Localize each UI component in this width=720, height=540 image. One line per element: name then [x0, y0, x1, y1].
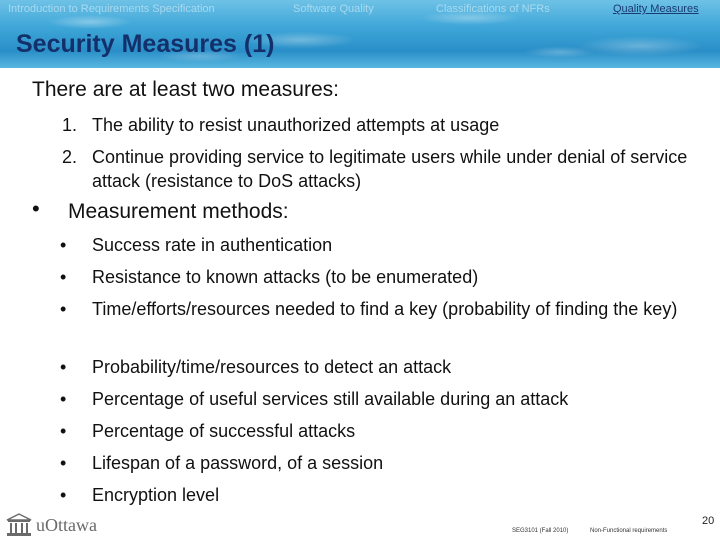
list-item-text: Encryption level: [92, 485, 220, 505]
bullet-icon: •: [60, 485, 67, 505]
nav-item-quality-measures[interactable]: Quality Measures: [613, 3, 699, 15]
list-item-text: Percentage of useful services still available during an attack: [92, 389, 569, 409]
topic-label: Non-Functional requirements: [590, 528, 668, 534]
bullet-icon: •: [60, 357, 67, 377]
methods-heading: Measurement methods:: [68, 200, 289, 223]
list-item-text: Probability/time/resources to detect an attack: [92, 357, 452, 377]
bullet-icon: •: [60, 421, 67, 441]
intro-text: There are at least two measures:: [32, 78, 339, 101]
numbered-item-text: Continue providing service to legitimate users while under denial of service attack (resistance to DoS attacks): [92, 147, 688, 191]
list-item-text: Resistance to known attacks (to be enumerated): [92, 267, 479, 287]
course-label: SEG3101 (Fall 2010): [512, 528, 569, 534]
nav-item-classifications-nfrs[interactable]: Classifications of NFRs: [436, 3, 550, 15]
numbered-item-text: The ability to resist unauthorized attempts at usage: [92, 115, 500, 135]
list-item-text: Time/efforts/resources needed to find a key (probability of finding the key): [92, 299, 678, 319]
nav-item-software-quality[interactable]: Software Quality: [293, 3, 374, 15]
bullet-icon: •: [32, 196, 40, 221]
list-item-text: Lifespan of a password, of a session: [92, 453, 384, 473]
bullet-icon: •: [60, 299, 67, 319]
list-item-text: Success rate in authentication: [92, 235, 333, 255]
university-logo: [6, 512, 97, 538]
logo-text: uOttawa: [36, 514, 97, 535]
numbered-item-label: 2.: [62, 147, 78, 167]
bullet-icon: •: [60, 453, 67, 473]
slide-title: Security Measures (1): [16, 30, 275, 58]
nav-item-intro-requirements[interactable]: Introduction to Requirements Specification: [8, 3, 215, 15]
bullet-icon: •: [60, 389, 67, 409]
bullet-icon: •: [60, 267, 67, 287]
building-icon: [6, 513, 32, 537]
list-item-text: Percentage of successful attacks: [92, 421, 356, 441]
bullet-icon: •: [60, 235, 67, 255]
numbered-item-label: 1.: [62, 115, 78, 135]
page-number: 20: [702, 515, 715, 527]
